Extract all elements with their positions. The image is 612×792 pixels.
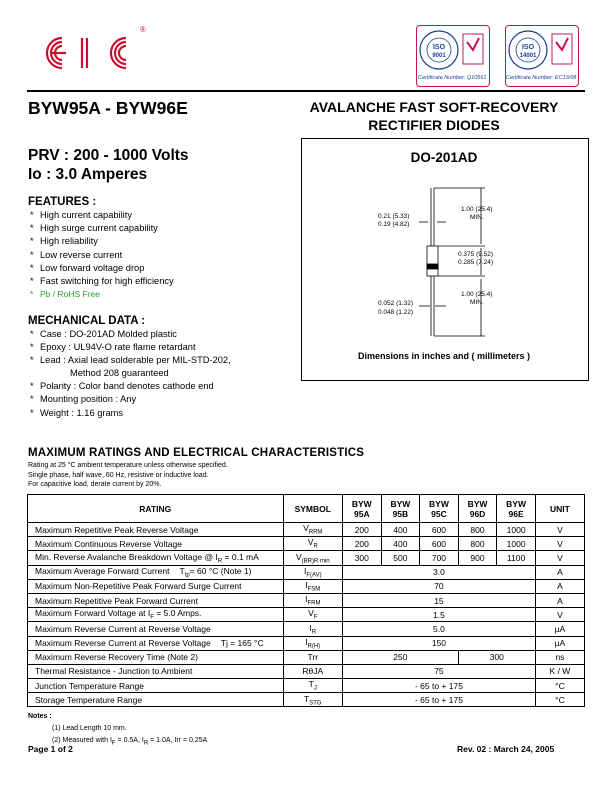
dim-wire-dia-min: 0.048 (1.22) — [378, 309, 414, 316]
ratings-summary — [28, 146, 189, 184]
symbol-subscript: R(H) — [307, 643, 321, 650]
symbol-subscript: J — [313, 686, 317, 692]
feature-item: * Low reverse current — [28, 249, 174, 262]
rating-note-3: For capacitive load, derate current by 20%. — [28, 481, 162, 488]
row-label: Maximum Average Forward Current $T_{tp}= 60$ °C (Note 1) — [28, 565, 284, 579]
row-value: 250 — [343, 650, 459, 664]
row-label: Storage Temperature Range — [28, 693, 284, 707]
label-subscript: tp — [184, 572, 190, 579]
row-value: 600 — [420, 537, 459, 551]
symbol-subscript: F — [313, 615, 318, 622]
mech-item: * Mounting position : Any — [28, 393, 231, 406]
cert1-caption: Certificate Number: Q10561 — [418, 75, 487, 81]
feature-item-pb-free: * Pb / RoHS Free — [28, 288, 174, 301]
row-symbol: $V_{(BR)R min}$ — [283, 551, 342, 565]
dim-lead-dia-max: 0.21 (5.33) — [378, 213, 410, 220]
note-2: (2) Measured with $I_F = 0.5A$, $I_R = 1.0A$, Irr = 0.25A — [52, 737, 208, 747]
feature-item: * High current capability — [28, 209, 174, 222]
row-label: Maximum Continuous Reverse Voltage — [28, 537, 284, 551]
row-label: Maximum Repetitive Peak Reverse Voltage — [28, 523, 284, 537]
row-value: 70 — [343, 579, 536, 593]
row-label: Maximum Reverse Current at Reverse Voltage Tj = 165 °C — [28, 636, 284, 650]
row-value: 1000 — [497, 523, 536, 537]
mech-item: * Weight : 1.16 grams — [28, 407, 231, 420]
svg-text:ISO: ISO — [432, 44, 446, 51]
svg-text:9001: 9001 — [432, 53, 446, 59]
row-value: 400 — [381, 523, 420, 537]
feature-item: * High reliability — [28, 235, 174, 248]
row-unit: V — [535, 608, 584, 622]
header-unit: UNIT — [535, 495, 584, 523]
row-label: Thermal Resistance - Junction to Ambient — [28, 664, 284, 678]
table-body — [28, 523, 585, 707]
dim-lead-len-1-note: MIN. — [470, 214, 484, 221]
mech-item: * Lead : Axial lead solderable per MIL-STD-202, — [28, 354, 231, 367]
cert2-caption: Certificate Number: EC13/08 — [506, 75, 577, 81]
mech-item: * Epoxy : UL94V-O rate flame retardant — [28, 341, 231, 354]
io-rating: Io : 3.0 Amperes — [28, 166, 148, 183]
iso14001-seal-icon — [506, 26, 578, 74]
table-row — [28, 537, 585, 551]
row-value: 400 — [381, 537, 420, 551]
row-unit: µA — [535, 622, 584, 636]
description-line-1: AVALANCHE FAST SOFT-RECOVERY — [309, 99, 559, 115]
mech-item: * Polarity : Color band denotes cathode end — [28, 380, 231, 393]
header-part: BYW 95A — [343, 495, 382, 523]
row-value: 5.0 — [343, 622, 536, 636]
package-dimensions-caption: Dimensions in inches and ( millimeters ) — [357, 351, 531, 361]
table-row — [28, 579, 585, 593]
row-value: 900 — [458, 551, 497, 565]
row-value: 200 — [343, 537, 382, 551]
symbol-subscript: (BR)R min — [301, 558, 330, 565]
label-subscript: F — [150, 615, 154, 622]
row-value: 200 — [343, 523, 382, 537]
row-value: 150 — [343, 636, 536, 650]
row-label: Maximum Reverse Current at Reverse Voltage — [28, 622, 284, 636]
row-unit: V — [535, 537, 584, 551]
header-part: BYW 96E — [497, 495, 536, 523]
row-label: Maximum Repetitive Peak Forward Current — [28, 593, 284, 607]
table-row — [28, 679, 585, 693]
row-unit: V — [535, 551, 584, 565]
row-label: Maximum Forward Voltage at $I_F = 5.0$ Amps. — [28, 608, 284, 622]
row-value: 300 — [458, 650, 535, 664]
header-part: BYW 95C — [420, 495, 459, 523]
dim-lead-len-2: 1.00 (25.4) — [461, 291, 493, 298]
label-subscript: R — [217, 558, 223, 565]
row-symbol: $I_{F(AV)}$ — [283, 565, 342, 579]
row-value: 3.0 — [343, 565, 536, 579]
row-value: 1000 — [497, 537, 536, 551]
eic-logo — [40, 26, 150, 76]
row-symbol: $I_R$ — [283, 622, 342, 636]
svg-text:ISO: ISO — [521, 44, 535, 51]
symbol-subscript: FSM — [307, 586, 321, 593]
features-list — [28, 209, 174, 301]
notes-heading: Notes : — [28, 713, 52, 720]
table-row — [28, 664, 585, 678]
row-value: 800 — [458, 523, 497, 537]
dim-lead-dia-min: 0.19 (4.82) — [378, 221, 410, 228]
feature-item: * High surge current capability — [28, 222, 174, 235]
mechanical-list — [28, 328, 231, 420]
row-symbol: RθJA — [283, 664, 342, 678]
row-unit: °C — [535, 693, 584, 707]
header-divider — [27, 90, 585, 92]
revision-date: Rev. 02 : March 24, 2005 — [457, 744, 555, 754]
part-number-title: BYW95A - BYW96E — [28, 98, 188, 118]
rating-conditions — [28, 461, 228, 490]
table-row — [28, 608, 585, 622]
row-unit: K / W — [535, 664, 584, 678]
row-value: 500 — [381, 551, 420, 565]
row-symbol: $I_{FSM}$ — [283, 579, 342, 593]
do201ad-outline-drawing — [301, 138, 587, 379]
max-ratings-heading: MAXIMUM RATINGS AND ELECTRICAL CHARACTERISTICS — [28, 447, 365, 459]
symbol-subscript: R — [311, 629, 317, 636]
features-heading: FEATURES : — [28, 196, 97, 208]
symbol-subscript: STG — [309, 700, 322, 707]
row-value: 700 — [420, 551, 459, 565]
header-part: BYW 96D — [458, 495, 497, 523]
row-unit: ns — [535, 650, 584, 664]
row-value: - 65 to + 175 — [343, 679, 536, 693]
row-symbol: $T_J$ — [283, 679, 342, 693]
row-unit: V — [535, 523, 584, 537]
note-1: (1) Lead Length 10 mm. — [52, 725, 127, 732]
symbol-subscript: RRM — [308, 529, 323, 536]
header-part: BYW 95B — [381, 495, 420, 523]
registered-mark: ® — [140, 25, 146, 34]
symbol-subscript: FRM — [307, 600, 321, 607]
symbol-subscript: R — [313, 544, 318, 551]
row-value: 15 — [343, 593, 536, 607]
row-symbol: $V_F$ — [283, 608, 342, 622]
feature-item: * Low forward voltage drop — [28, 262, 174, 275]
row-label: Maximum Non-Repetitive Peak Forward Surge Current — [28, 579, 284, 593]
row-value: 1100 — [497, 551, 536, 565]
row-value: - 65 to + 175 — [343, 693, 536, 707]
svg-text:14001: 14001 — [519, 53, 537, 59]
row-label: Maximum Reverse Recovery Time (Note 2) — [28, 650, 284, 664]
device-description — [280, 98, 588, 134]
row-symbol: $I_{R(H)}$ — [283, 636, 342, 650]
iso9001-seal-icon — [417, 26, 489, 74]
row-value: 75 — [343, 664, 536, 678]
dim-body-len-max: 0.375 (9.52) — [458, 251, 494, 258]
row-value: 300 — [343, 551, 382, 565]
header-rating: RATING — [28, 495, 284, 523]
table-row — [28, 693, 585, 707]
row-unit: A — [535, 593, 584, 607]
table-row — [28, 523, 585, 537]
table-row — [28, 565, 585, 579]
row-unit: °C — [535, 679, 584, 693]
row-value: 600 — [420, 523, 459, 537]
row-symbol: $V_{RRM}$ — [283, 523, 342, 537]
dim-lead-len-1: 1.00 (25.4) — [461, 206, 493, 213]
table-row — [28, 636, 585, 650]
rating-note-1: Rating at 25 °C ambient temperature unless otherwise specified. — [28, 462, 228, 469]
row-symbol: $I_{FRM}$ — [283, 593, 342, 607]
row-value: 1.5 — [343, 608, 536, 622]
package-title: DO-201AD — [410, 150, 478, 165]
dim-body-len-min: 0.285 (7.24) — [458, 259, 494, 266]
row-symbol: Trr — [283, 650, 342, 664]
rating-note-2: Single phase, half wave, 60 Hz, resistive or inductive load. — [28, 471, 209, 479]
mech-item-cont: Method 208 guaranteed — [70, 368, 169, 379]
row-unit: A — [535, 565, 584, 579]
table-row — [28, 551, 585, 565]
mech-item: * Case : DO-201AD Molded plastic — [28, 328, 231, 341]
dim-wire-dia-max: 0.052 (1.32) — [378, 300, 414, 307]
page-number: Page 1 of 2 — [28, 744, 73, 754]
table-row — [28, 650, 585, 664]
table-row — [28, 622, 585, 636]
table-header-row — [28, 495, 585, 523]
ratings-table — [27, 494, 585, 707]
row-label: Junction Temperature Range — [28, 679, 284, 693]
header-symbol: SYMBOL — [283, 495, 342, 523]
row-unit: A — [535, 579, 584, 593]
row-label: Min. Reverse Avalanche Breakdown Voltage @ $I_R = 0.1$ mA — [28, 551, 284, 565]
row-value: 800 — [458, 537, 497, 551]
prv-rating: PRV : 200 - 1000 Volts — [28, 147, 189, 164]
dim-lead-len-2-note: MIN. — [470, 299, 484, 306]
row-unit: µA — [535, 636, 584, 650]
feature-item: * Fast switching for high efficiency — [28, 275, 174, 288]
mechanical-heading: MECHANICAL DATA : — [28, 315, 146, 327]
row-symbol: $T_{STG}$ — [283, 693, 342, 707]
symbol-subscript: F(AV) — [306, 572, 322, 579]
row-symbol: $V_R$ — [283, 537, 342, 551]
description-line-2: RECTIFIER DIODES — [368, 117, 500, 133]
table-row — [28, 593, 585, 607]
